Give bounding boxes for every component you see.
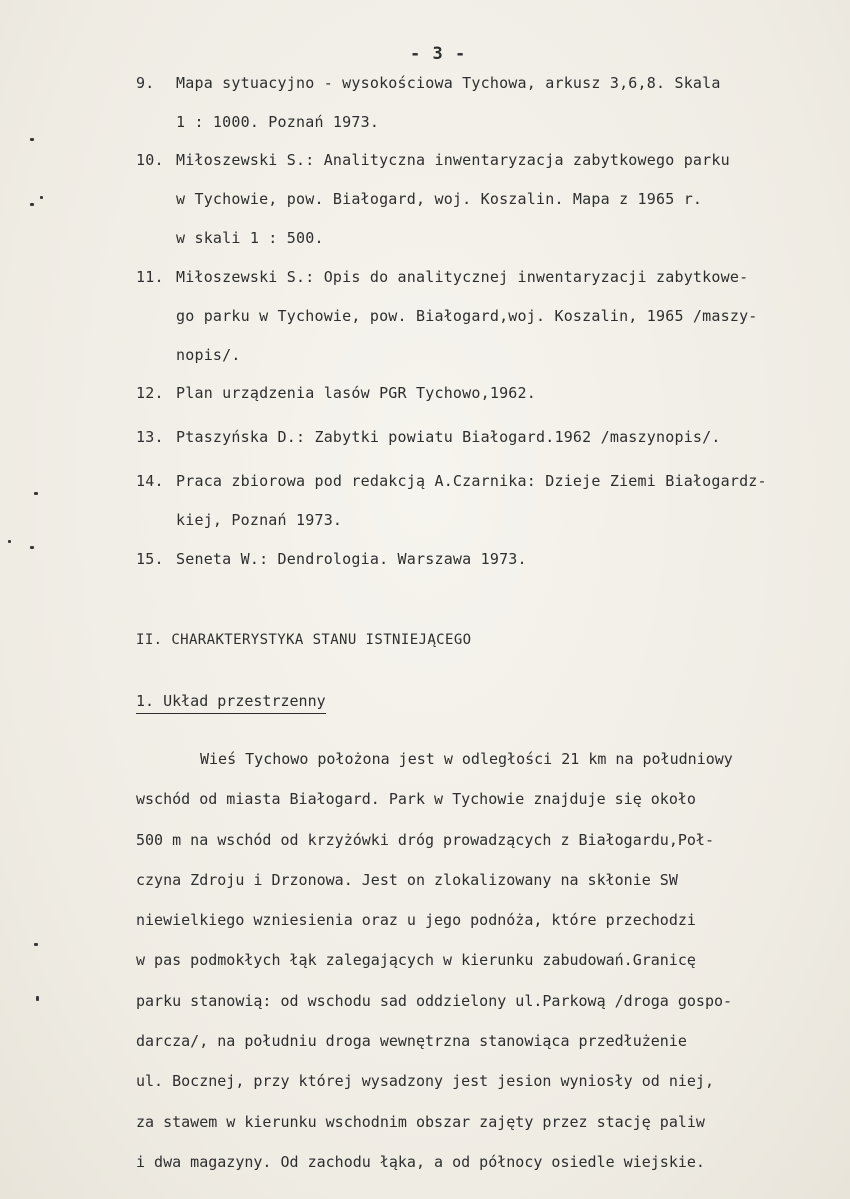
reference-number: 11. xyxy=(136,268,164,286)
reference-item-9 xyxy=(136,64,836,142)
reference-number: 15. xyxy=(136,550,164,568)
body-line: w pas podmokłych łąk zalegających w kierunku zabudowań.Granicę xyxy=(136,951,696,970)
section-title: II. CHARAKTERYSTYKA STANU ISTNIEJĄCEGO xyxy=(136,632,472,648)
body-line: ul. Bocznej, przy której wysadzony jest jesion wyniosły od niej, xyxy=(136,1072,714,1091)
reference-line: Seneta W.: Dendrologia. Warszawa 1973. xyxy=(176,550,527,568)
body-line: czyna Zdroju i Drzonowa. Jest on zlokalizowany na skłonie SW xyxy=(136,870,678,889)
reference-line: Ptaszyńska D.: Zabytki powiatu Białogard.1962 /maszynopis/. xyxy=(176,428,721,446)
reference-item-11 xyxy=(136,258,836,375)
reference-item-15 xyxy=(136,540,836,579)
margin-speck xyxy=(34,943,38,946)
reference-item-10 xyxy=(136,141,836,258)
body-paragraph xyxy=(136,739,836,1182)
reference-number: 9. xyxy=(136,74,155,92)
reference-number: 10. xyxy=(136,151,164,169)
margin-speck xyxy=(30,546,34,549)
reference-item-13 xyxy=(136,418,836,457)
reference-item-12 xyxy=(136,374,836,413)
reference-line: nopis/. xyxy=(176,346,241,364)
page-number: - 3 - xyxy=(410,44,467,64)
reference-line: 1 : 1000. Poznań 1973. xyxy=(176,113,380,131)
margin-speck xyxy=(40,196,43,199)
reference-item-14 xyxy=(136,462,836,540)
reference-number: 12. xyxy=(136,384,164,402)
reference-line: w Tychowie, pow. Białogard, woj. Koszalin. Mapa z 1965 r. xyxy=(176,190,703,208)
reference-line: Plan urządzenia lasów PGR Tychowo,1962. xyxy=(176,384,536,402)
reference-line: w skali 1 : 500. xyxy=(176,229,324,247)
reference-line: go parku w Tychowie, pow. Białogard,woj. Koszalin, 1965 /maszy- xyxy=(176,307,758,325)
body-line: niewielkiego wzniesienia oraz u jego podnóża, które przechodzi xyxy=(136,911,696,930)
reference-line: Miłoszewski S.: Analityczna inwentaryzacja zabytkowego parku xyxy=(176,151,730,169)
body-line: 500 m na wschód od krzyżówki dróg prowadzących z Białogardu,Poł- xyxy=(136,830,714,849)
margin-speck xyxy=(8,540,11,543)
body-line: i dwa magazyny. Od zachodu łąka, a od północy osiedle wiejskie. xyxy=(136,1152,705,1171)
margin-speck xyxy=(36,996,39,1001)
body-line: parku stanowią: od wschodu sad oddzielony ul.Parkową /droga gospo- xyxy=(136,991,733,1010)
reference-line: Mapa sytuacyjno - wysokościowa Tychowa, arkusz 3,6,8. Skala xyxy=(176,74,721,92)
reference-number: 13. xyxy=(136,428,164,446)
body-line: za stawem w kierunku wschodnim obszar zajęty przez stację paliw xyxy=(136,1112,705,1131)
reference-line: Praca zbiorowa pod redakcją A.Czarnika: Dzieje Ziemi Białogardz- xyxy=(176,472,767,490)
margin-speck xyxy=(30,138,34,141)
subsection-title: 1. Układ przestrzenny xyxy=(136,692,326,714)
reference-line: kiej, Poznań 1973. xyxy=(176,511,343,529)
margin-speck xyxy=(34,492,38,495)
reference-number: 14. xyxy=(136,472,164,490)
body-line: wschód od miasta Białogard. Park w Tychowie znajduje się około xyxy=(136,790,696,809)
margin-speck xyxy=(30,203,34,206)
body-line: Wieś Tychowo położona jest w odległości 21 km na południowy xyxy=(200,750,733,768)
reference-line: Miłoszewski S.: Opis do analitycznej inwentaryzacji zabytkowe- xyxy=(176,268,749,286)
body-line: darcza/, na południu droga wewnętrzna stanowiąca przedłużenie xyxy=(136,1032,687,1051)
